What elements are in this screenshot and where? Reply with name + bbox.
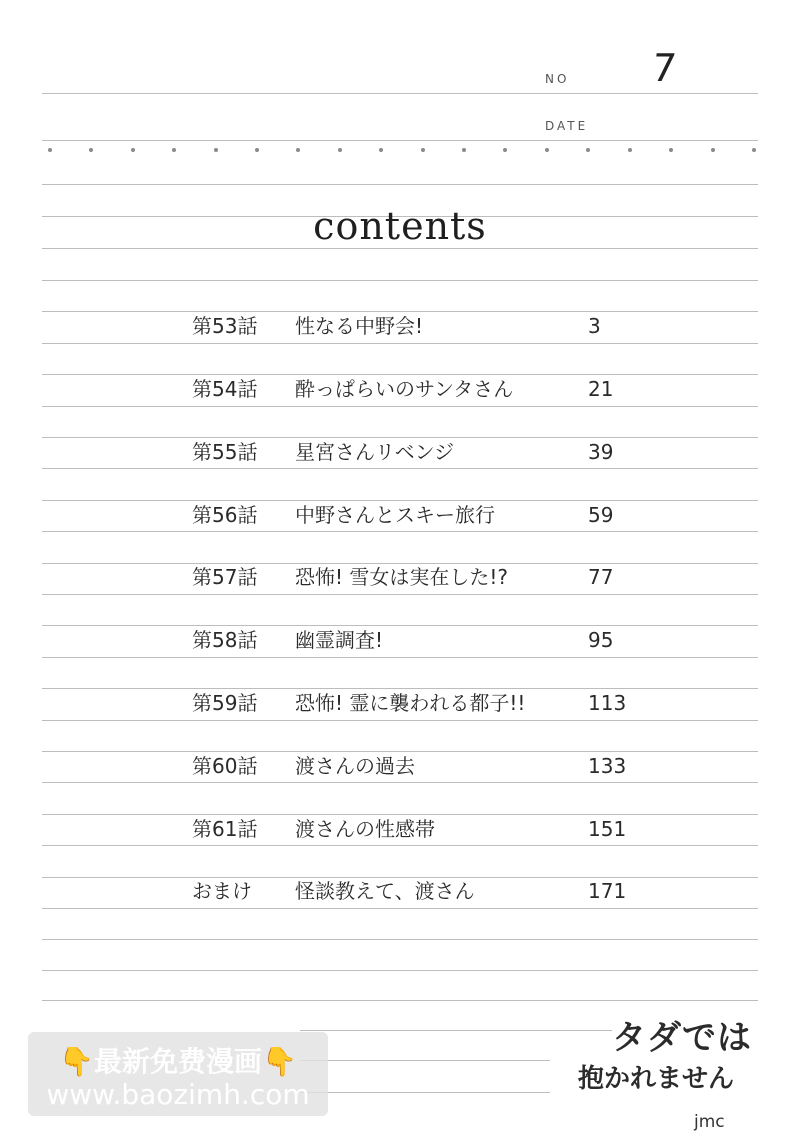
volume-number: 7 xyxy=(649,46,679,90)
toc-title: 渡さんの過去 xyxy=(295,754,415,778)
toc-row xyxy=(0,309,800,343)
toc-chapter: 第53話 xyxy=(192,314,258,338)
toc-row xyxy=(0,560,800,594)
toc-page: 151 xyxy=(588,817,627,841)
toc-page: 39 xyxy=(588,440,614,464)
toc-row xyxy=(0,623,800,657)
ruled-line xyxy=(300,1092,550,1093)
ruled-line xyxy=(42,970,758,971)
toc-chapter: 第55話 xyxy=(192,440,258,464)
toc-page: 171 xyxy=(588,879,627,903)
toc-chapter: 第56話 xyxy=(192,503,258,527)
ruled-line xyxy=(42,594,758,595)
toc-title: 怪談教えて、渡さん xyxy=(295,879,475,903)
toc-row xyxy=(0,498,800,532)
toc-row xyxy=(0,874,800,908)
toc-title: 性なる中野会! xyxy=(295,314,424,338)
ruled-line xyxy=(42,1000,758,1001)
series-logo-line1: タダでは xyxy=(612,1018,752,1058)
ruled-line xyxy=(300,1060,550,1061)
toc-row xyxy=(0,686,800,720)
ruled-line xyxy=(42,939,758,940)
page-title: contents xyxy=(313,204,487,248)
toc-row xyxy=(0,812,800,846)
ruled-line xyxy=(300,1030,612,1031)
toc-page: 3 xyxy=(588,314,601,338)
pointing-down-icon: 👇 xyxy=(59,1045,94,1078)
no-label: NO xyxy=(545,72,570,86)
watermark-banner[interactable] xyxy=(28,1032,328,1116)
ruled-line xyxy=(42,184,758,185)
toc-chapter: 第58話 xyxy=(192,628,258,652)
ruled-line xyxy=(42,343,758,344)
ruled-line xyxy=(42,908,758,909)
toc-chapter: 第59話 xyxy=(192,691,258,715)
ruled-line xyxy=(42,140,758,141)
toc-row xyxy=(0,372,800,406)
publisher-mark: jmc xyxy=(694,1112,725,1132)
toc-row xyxy=(0,749,800,783)
toc-page: 59 xyxy=(588,503,614,527)
ruled-line xyxy=(42,280,758,281)
toc-page: 113 xyxy=(588,691,627,715)
watermark-slogan: 最新免费漫画 xyxy=(93,1045,262,1078)
pointing-down-icon: 👇 xyxy=(262,1045,297,1078)
toc-title: 星宮さんリベンジ xyxy=(295,440,455,464)
ruled-line xyxy=(42,720,758,721)
toc-page: 77 xyxy=(588,565,614,589)
toc-title: 酔っぱらいのサンタさん xyxy=(295,377,514,401)
toc-page: 133 xyxy=(588,754,627,778)
ruled-line xyxy=(42,93,758,94)
toc-title: 恐怖! 雪女は実在した!? xyxy=(295,565,509,589)
ruled-line xyxy=(42,248,758,249)
toc-chapter: 第61話 xyxy=(192,817,258,841)
toc-row xyxy=(0,435,800,469)
toc-title: 中野さんとスキー旅行 xyxy=(295,503,495,527)
watermark-text-line1 xyxy=(28,1040,328,1080)
date-label: DATE xyxy=(545,119,589,133)
series-logo-line2: 抱かれません xyxy=(578,1064,735,1094)
toc-chapter: 第57話 xyxy=(192,565,258,589)
toc-chapter: 第60話 xyxy=(192,754,258,778)
watermark-url[interactable]: www.baozimh.com xyxy=(46,1078,310,1111)
toc-page: 95 xyxy=(588,628,614,652)
ruled-line xyxy=(42,406,758,407)
toc-title: 恐怖! 霊に襲われる都子!! xyxy=(295,691,526,715)
dotted-divider xyxy=(48,146,756,154)
toc-title: 渡さんの性感帯 xyxy=(295,817,435,841)
ruled-line xyxy=(42,657,758,658)
toc-chapter: 第54話 xyxy=(192,377,258,401)
toc-page: 21 xyxy=(588,377,614,401)
toc-title: 幽霊調査! xyxy=(295,628,384,652)
toc-chapter: おまけ xyxy=(192,879,252,903)
